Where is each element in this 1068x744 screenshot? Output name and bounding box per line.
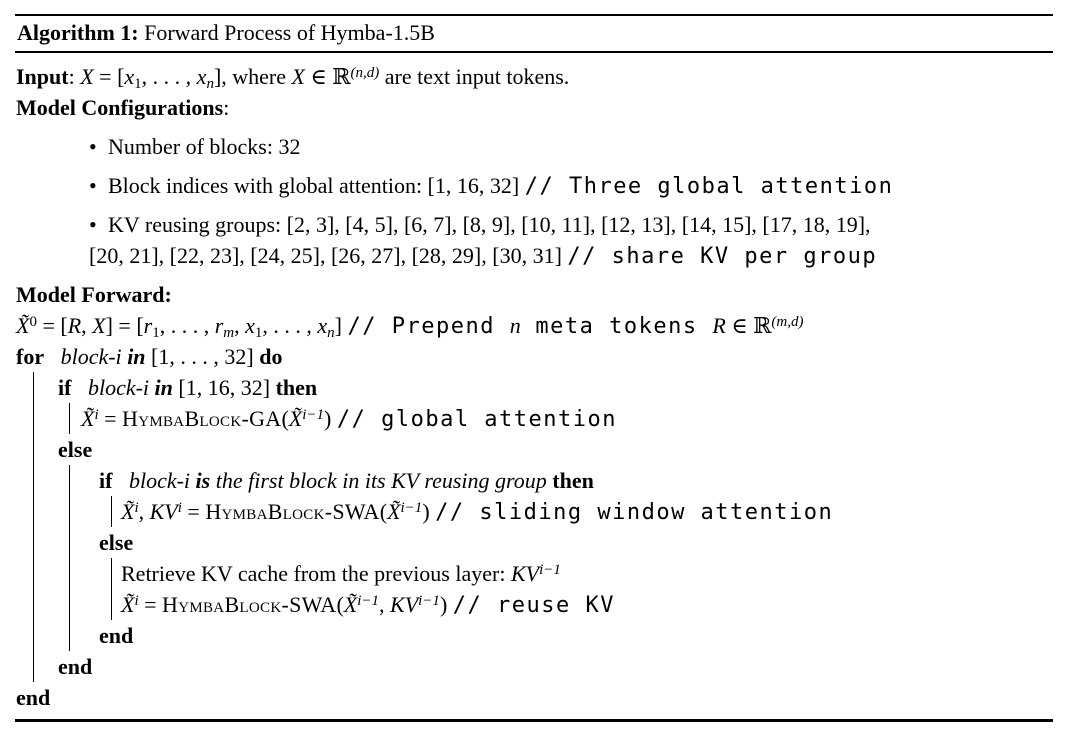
algorithm-body — [15, 53, 1053, 719]
end-mid-line: end — [58, 654, 93, 679]
statement-global-attention: X̃$^i$ = HymbaBlock-GA(X̃$^{i-1}$) // global attention — [81, 406, 618, 432]
for-line: for block-i in [1, . . . , 32] do — [16, 344, 283, 369]
if-global-then-block — [69, 403, 1053, 434]
bullet-icon: • — [89, 173, 97, 198]
if-first-kv-line: if block-i is the first block in its KV reusing group then — [99, 468, 594, 493]
model-configurations-heading: Model Configurations: — [16, 95, 230, 120]
statement-retrieve-kv-cache: Retrieve KV cache from the previous layer: $KV^{i-1}$ — [121, 561, 561, 586]
bullet-line — [89, 131, 1053, 162]
for-block — [33, 372, 1053, 682]
end-inner-line: end — [99, 623, 134, 648]
bullet-line — [89, 170, 1053, 201]
statement-reuse-kv: X̃$^i$ = HymbaBlock-SWA(X̃$^{i-1}$, $KV^{i-1}$) // reuse KV — [121, 592, 615, 618]
bullet-icon: • — [89, 212, 97, 237]
bullet-item-kv-reusing-groups — [89, 209, 1053, 271]
algorithm-figure — [0, 14, 1068, 722]
model-forward-heading: Model Forward: — [16, 282, 172, 307]
else-inner-block — [111, 558, 1053, 620]
bullet-text: Block indices with global attention: [1, 16, 32] // Three global attention — [108, 173, 894, 199]
bullet-text: Number of blocks: 32 — [108, 134, 301, 159]
init-meta-tokens-line: X̃$^0$ = [R, $X] = [r_1$, . . . , $r_m$, $x_1$, . . . , $x_n$] // Prepend n meta tokens R ∈ ℝ$^{(m,d)}$ — [16, 313, 804, 341]
bullet-continuation-line: [20, 21], [22, 23], [24, 25], [26, 27], [28, 29], [30, 31] // share KV per group — [89, 243, 878, 269]
bullet-line — [89, 209, 1053, 240]
bullet-text: KV reusing groups: [2, 3], [4, 5], [6, 7], [8, 9], [10, 11], [12, 13], [14, 15], [17, 18, 19], — [108, 212, 871, 237]
else-inner-line: else — [99, 530, 134, 555]
else-outer-block — [69, 465, 1053, 651]
else-outer-line: else — [58, 437, 93, 462]
end-outer-line: end — [16, 685, 51, 710]
input-line: Input: $X = [x_1$, . . . , $x_n$], where X ∈ ℝ$^{(n,d)}$ are text input tokens. — [16, 64, 570, 92]
bullet-item-global-attention-indices — [89, 170, 1053, 201]
algorithm-caption-label: Algorithm 1: — [17, 20, 139, 45]
if-global-line: if block-i in [1, 16, 32] then — [58, 375, 318, 400]
bullet-item-number-of-blocks — [89, 131, 1053, 162]
algorithm-box — [15, 14, 1053, 722]
algorithm-caption — [15, 16, 1053, 53]
statement-sliding-window-attention: X̃$^i$, $KV^i$ = HymbaBlock-SWA(X̃$^{i-1}$) // sliding window attention — [121, 499, 834, 525]
if-first-kv-then-block — [111, 496, 1053, 527]
bullet-icon: • — [89, 134, 97, 159]
algorithm-caption-title: Forward Process of Hymba-1.5B — [138, 20, 435, 45]
